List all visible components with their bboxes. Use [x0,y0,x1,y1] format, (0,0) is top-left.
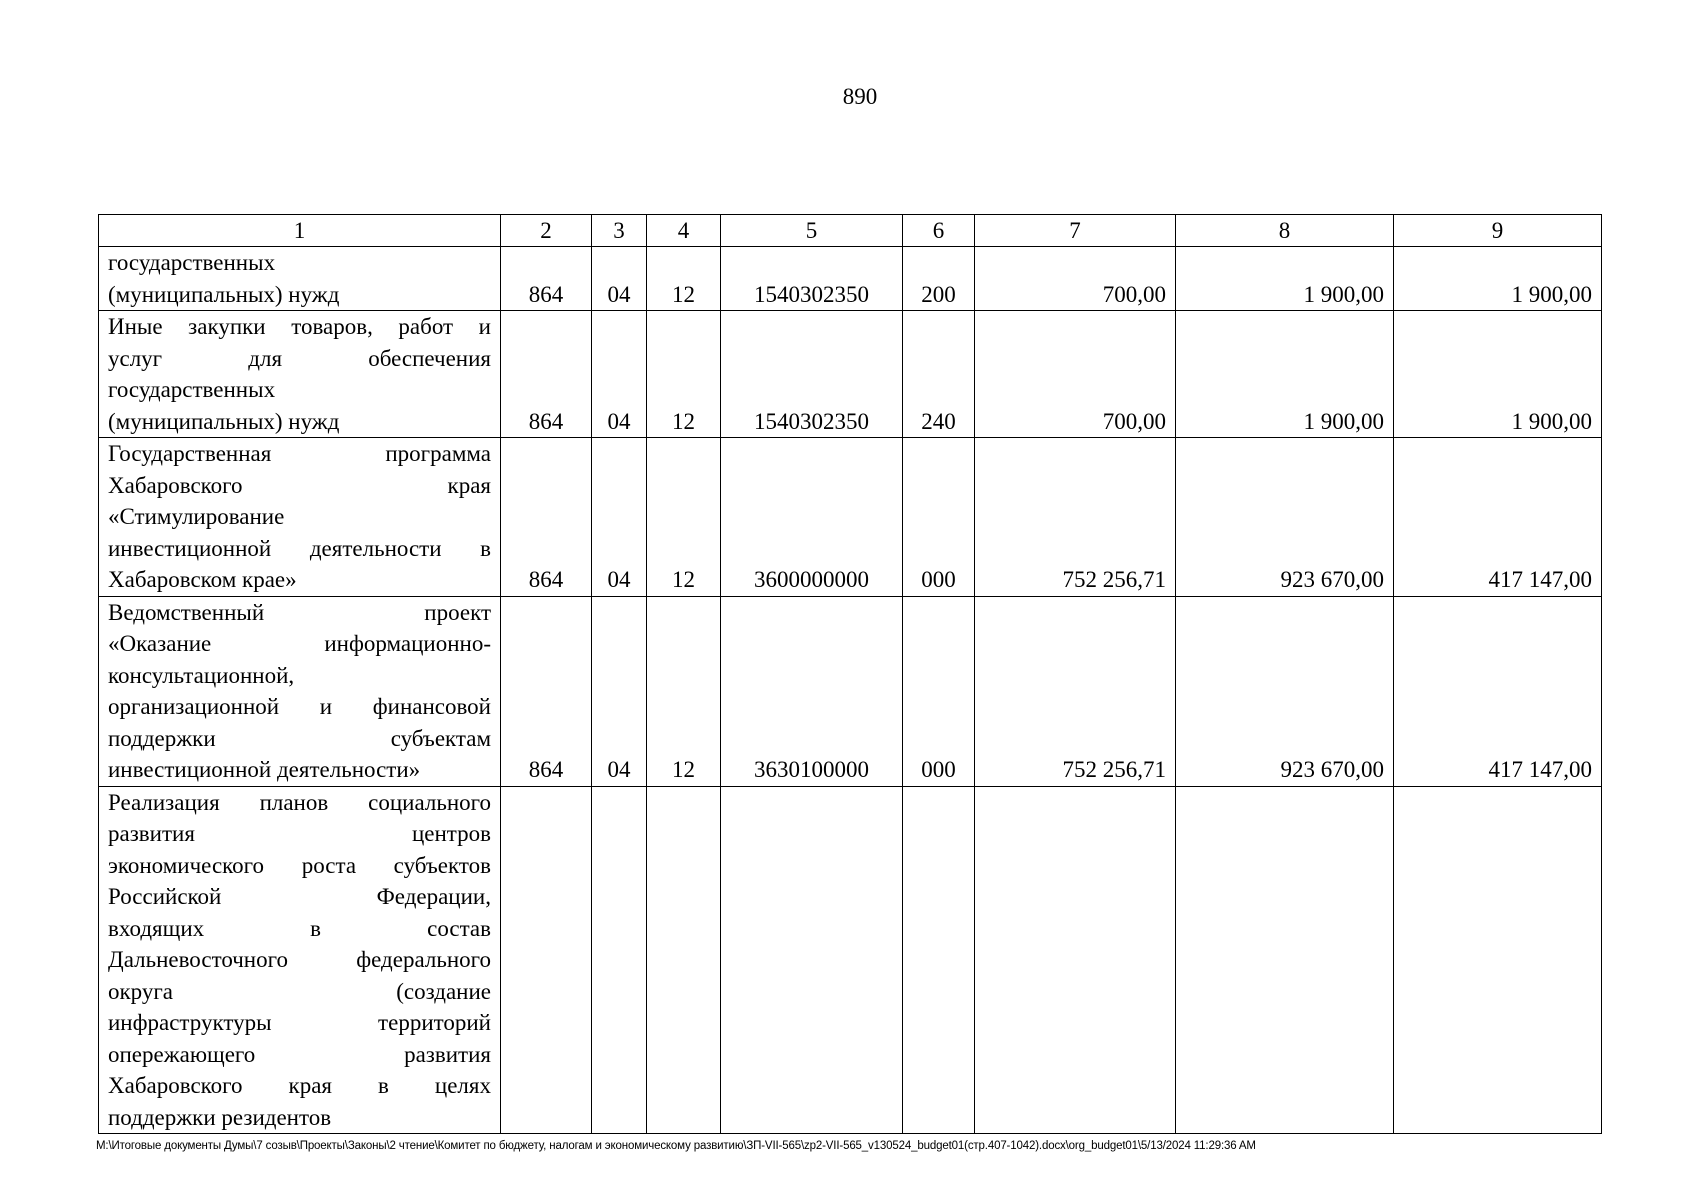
cell-c4 [647,786,721,1134]
cell-c7: 700,00 [975,311,1176,438]
table-row [99,311,1602,438]
cell-c8: 1 900,00 [1176,311,1394,438]
cell-c6: 240 [903,311,975,438]
header-cell-8: 8 [1176,215,1394,247]
row-description [99,311,501,438]
cell-c9: 417 147,00 [1394,596,1602,786]
description-line: «Стимулирование [108,504,285,529]
description-line: государственных [108,377,276,402]
cell-c5: 3630100000 [721,596,903,786]
cell-c3 [592,786,647,1134]
cell-c9: 417 147,00 [1394,438,1602,597]
cell-c9: 1 900,00 [1394,247,1602,311]
cell-c9: 1 900,00 [1394,311,1602,438]
description-line: округа (создание [108,978,491,1004]
table-row [99,596,1602,786]
cell-c8: 923 670,00 [1176,596,1394,786]
cell-c6 [903,786,975,1134]
description-line: входящих в состав [108,915,491,941]
footer-file-path: M:\Итоговые документы Думы\7 созыв\Проекты\Законы\2 чтение\Комитет по бюджету, налогам и экономическому развитию\ЗП-VII-565\zp2-VII-565_v130524_budget01(стр.407-1042).docx\org_budget01\5/13/2024 11:29:36 AM [96,1140,1256,1152]
cell-c4: 12 [647,596,721,786]
cell-c5: 1540302350 [721,247,903,311]
description-line: Реализация планов социального [108,789,491,815]
header-cell-4: 4 [647,215,721,247]
header-cell-7: 7 [975,215,1176,247]
description-line: развития центров [108,821,491,846]
cell-c2 [501,786,592,1134]
description-line: консультационной, [108,662,295,688]
description-line: (муниципальных) нужд [108,281,340,307]
description-line: поддержки резидентов [108,1104,332,1130]
header-cell-1: 1 [99,215,501,247]
table-row [99,438,1602,597]
cell-c5 [721,786,903,1134]
page-number: 890 [842,84,878,109]
row-description [99,247,501,311]
header-cell-3: 3 [592,215,647,247]
description-line: экономического роста субъектов [108,852,491,878]
description-line: опережающего развития [108,1041,491,1067]
description-line: инвестиционной деятельности в [108,535,491,561]
cell-c2: 864 [501,438,592,597]
cell-c6: 000 [903,596,975,786]
description-line: государственных [108,250,276,275]
table-row [99,786,1602,1134]
cell-c3: 04 [592,311,647,438]
cell-c3: 04 [592,438,647,597]
header-cell-2: 2 [501,215,592,247]
cell-c6: 200 [903,247,975,311]
header-cell-5: 5 [721,215,903,247]
cell-c8 [1176,786,1394,1134]
row-description [99,438,501,597]
cell-c7: 752 256,71 [975,596,1176,786]
description-line: поддержки субъектам [108,725,491,751]
cell-c3: 04 [592,596,647,786]
description-line: Хабаровского края [108,472,491,498]
description-line: Российской Федерации, [108,884,491,909]
cell-c5: 3600000000 [721,438,903,597]
description-line: Хабаровского края в целях [108,1073,491,1098]
header-cell-6: 6 [903,215,975,247]
description-line: инвестиционной деятельности» [108,757,421,782]
description-line: услуг для обеспечения [108,345,491,371]
cell-c9 [1394,786,1602,1134]
cell-c2: 864 [501,596,592,786]
description-line: Ведомственный проект [108,599,491,625]
cell-c6: 000 [903,438,975,597]
row-description [99,596,501,786]
table-row [99,247,1602,311]
row-description [99,786,501,1134]
cell-c5: 1540302350 [721,311,903,438]
description-line: организационной и финансовой [108,694,491,719]
cell-c2: 864 [501,311,592,438]
cell-c4: 12 [647,438,721,597]
description-line: Государственная программа [108,441,491,466]
cell-c4: 12 [647,311,721,438]
cell-c8: 1 900,00 [1176,247,1394,311]
budget-table [98,214,1602,1134]
description-line: инфраструктуры территорий [108,1010,491,1035]
description-line: (муниципальных) нужд [108,408,340,434]
cell-c7: 700,00 [975,247,1176,311]
cell-c2: 864 [501,247,592,311]
cell-c7 [975,786,1176,1134]
cell-c4: 12 [647,247,721,311]
description-line: «Оказание информационно- [108,631,491,656]
description-line: Дальневосточного федерального [108,947,491,972]
cell-c3: 04 [592,247,647,311]
table-header-row [99,215,1602,247]
cell-c7: 752 256,71 [975,438,1176,597]
description-line: Хабаровском крае» [108,567,297,592]
description-line: Иные закупки товаров, работ и [108,314,491,339]
header-cell-9: 9 [1394,215,1602,247]
cell-c8: 923 670,00 [1176,438,1394,597]
